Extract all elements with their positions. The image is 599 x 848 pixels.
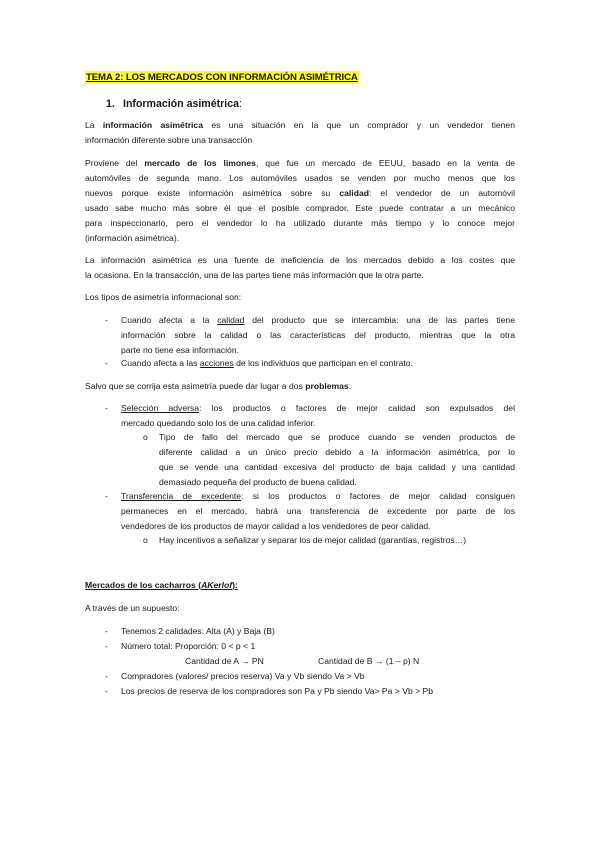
text-run: nuevos porque existe información asimétrica sobre su bbox=[85, 188, 340, 198]
text-run: La bbox=[85, 120, 103, 130]
text-line: Tenemos 2 calidades: Alta (A) y Baja (B) bbox=[121, 626, 275, 636]
text-run: : el vendedor de un automóvil bbox=[368, 188, 515, 198]
heading-run: ): bbox=[232, 580, 238, 590]
text-run: Proviene del bbox=[85, 158, 145, 168]
text-line: Número total: Proporción: 0 < p < 1 bbox=[121, 641, 256, 651]
text-line: usado sabe mucho más sobre él que el posible comprador. Este puede contratar a un mecánico bbox=[85, 203, 515, 213]
text-line: Tipo de fallo del mercado que se produce cuando se venden productos de bbox=[159, 432, 515, 442]
text-line: diferente calidad a un único precio debido a la información asimétrica, por lo bbox=[159, 447, 515, 457]
text-line: Los tipos de asimetría informacional son: bbox=[85, 292, 242, 302]
list-dash: - bbox=[105, 403, 108, 413]
list-dash: - bbox=[105, 626, 108, 636]
list-item-actions bbox=[121, 356, 515, 371]
text-run: Cuando afecta a la bbox=[121, 315, 218, 325]
list-dash: - bbox=[105, 315, 108, 325]
page-title: TEMA 2: LOS MERCADOS CON INFORMACIÓN ASIMÉTRICA bbox=[86, 72, 358, 83]
paragraph-types-intro bbox=[85, 290, 515, 305]
text-line: parte no tiene esa información. bbox=[121, 345, 239, 355]
text-line: (información asimétrica). bbox=[85, 233, 180, 243]
list-item-reserve-prices bbox=[121, 684, 515, 699]
text-line: demasiado pequeña del producto de buena calidad. bbox=[159, 477, 357, 487]
subsection-heading bbox=[85, 578, 515, 593]
list-bullet: o bbox=[143, 432, 148, 442]
text-line: la ocasiona. En la transacción, una de las partes tiene más información que la otra parte. bbox=[85, 270, 424, 280]
text-line: mercado quedando solo los de una calidad inferior. bbox=[121, 418, 316, 428]
text-line: información diferente sobre una transacción bbox=[85, 135, 253, 145]
text-run: es una situación en la que un comprador y un vendedor tienen bbox=[202, 120, 515, 130]
text-line: información sobre la calidad o las características del producto, mientras que la otra bbox=[121, 330, 515, 340]
text-line bbox=[85, 578, 515, 593]
paragraph-inefficiency bbox=[85, 253, 515, 283]
text-line: para inspeccionarlo, pero el vendedor lo ha utilizado durante más tiempo y lo conoce mejor bbox=[85, 218, 515, 228]
text-line bbox=[85, 186, 515, 201]
paragraph-definition bbox=[85, 118, 515, 148]
list-item-qualities bbox=[121, 624, 515, 639]
section-colon: : bbox=[238, 98, 242, 110]
list-dash: - bbox=[105, 686, 108, 696]
text-run: : si los productos o factores de mejor calidad consiguen bbox=[241, 491, 515, 501]
text-line: Compradores (valores/ precios reserva) Va y Vb siendo Va > Vb bbox=[121, 671, 365, 681]
list-item-quality bbox=[121, 313, 515, 358]
text-line: Hay incentivos a señalizar y separar los de mejor calidad (garantías, registros…) bbox=[159, 535, 467, 545]
text-line: A través de un supuesto: bbox=[85, 603, 180, 613]
text-line bbox=[121, 489, 515, 504]
author-name: AKerlof bbox=[201, 580, 233, 590]
text-line bbox=[121, 356, 515, 371]
text-line: vendedores de los productos de mayor calidad a los vendedores de peor calidad. bbox=[121, 521, 431, 531]
text-run: : los productos o factores de mejor calidad son expulsados del bbox=[199, 403, 515, 413]
text-line: que se vende una cantidad excesiva del producto de baja calidad y una cantidad bbox=[159, 462, 515, 472]
list-dash: - bbox=[105, 358, 108, 368]
paragraph-problems-intro bbox=[85, 379, 515, 394]
heading-run: Mercados de los cacharros ( bbox=[85, 580, 202, 590]
underlined-term: Transferencia de excedente bbox=[121, 491, 242, 501]
paragraph-assumption bbox=[85, 601, 515, 616]
text-line: permaneces en el mercado, habrá una transferencia de excedente por parte de los bbox=[121, 506, 515, 516]
bold-term: calidad bbox=[339, 188, 369, 198]
text-run: : bbox=[348, 381, 352, 391]
text-line bbox=[85, 156, 515, 171]
quantity-a: Cantidad de A → PN bbox=[185, 656, 264, 666]
bold-term: problemas bbox=[305, 381, 349, 391]
underlined-term: calidad bbox=[217, 315, 245, 325]
list-item-surplus-transfer bbox=[121, 489, 515, 534]
list-dash: - bbox=[105, 491, 108, 501]
list-item-adverse-selection bbox=[121, 401, 515, 431]
list-dash: - bbox=[105, 641, 108, 651]
bold-term: mercado de los limones bbox=[144, 158, 256, 168]
underlined-term: Selección adversa bbox=[121, 403, 200, 413]
paragraph-origin bbox=[85, 156, 515, 246]
text-run: Cuando afecta a las bbox=[121, 358, 200, 368]
heading-run-italic bbox=[201, 580, 232, 590]
text-line: La información asimétrica es una fuente de ineficiencia de los mercados debido a los costes que bbox=[85, 255, 515, 265]
list-dash: - bbox=[105, 671, 108, 681]
list-item-buyers bbox=[121, 669, 515, 684]
text-run: de los individuos que participan en el contrato. bbox=[233, 358, 413, 368]
text-line bbox=[121, 401, 515, 416]
text-run: , que fue un mercado de EEUU, basado en la venta de bbox=[255, 158, 515, 168]
text-run: Salvo que se corrija esta asimetría puede dar lugar a dos bbox=[85, 381, 306, 391]
sub-item-adverse-selection bbox=[159, 430, 515, 490]
bold-term: información asimétrica bbox=[102, 120, 203, 130]
text-run: del producto que se intercambia: una de las partes tiene bbox=[244, 315, 515, 325]
section-heading bbox=[106, 97, 242, 112]
text-line bbox=[85, 118, 515, 133]
section-number: 1. bbox=[106, 98, 115, 110]
text-line bbox=[121, 313, 515, 328]
sub-item-surplus-transfer bbox=[159, 533, 515, 548]
text-line bbox=[85, 379, 515, 394]
text-line: automóviles de segunda mano. Los automóviles usados se venden por mucho menos que los bbox=[85, 173, 515, 183]
quantity-b: Cantidad de B → (1 – p) N bbox=[318, 656, 420, 666]
text-line: Los precios de reserva de los compradores son Pa y Pb siendo Va> Pa > Vb > Pb bbox=[121, 686, 434, 696]
underlined-term: acciones bbox=[199, 358, 234, 368]
section-label: Información asimétrica bbox=[123, 98, 239, 110]
list-item-total bbox=[121, 639, 515, 654]
list-bullet: o bbox=[143, 535, 148, 545]
